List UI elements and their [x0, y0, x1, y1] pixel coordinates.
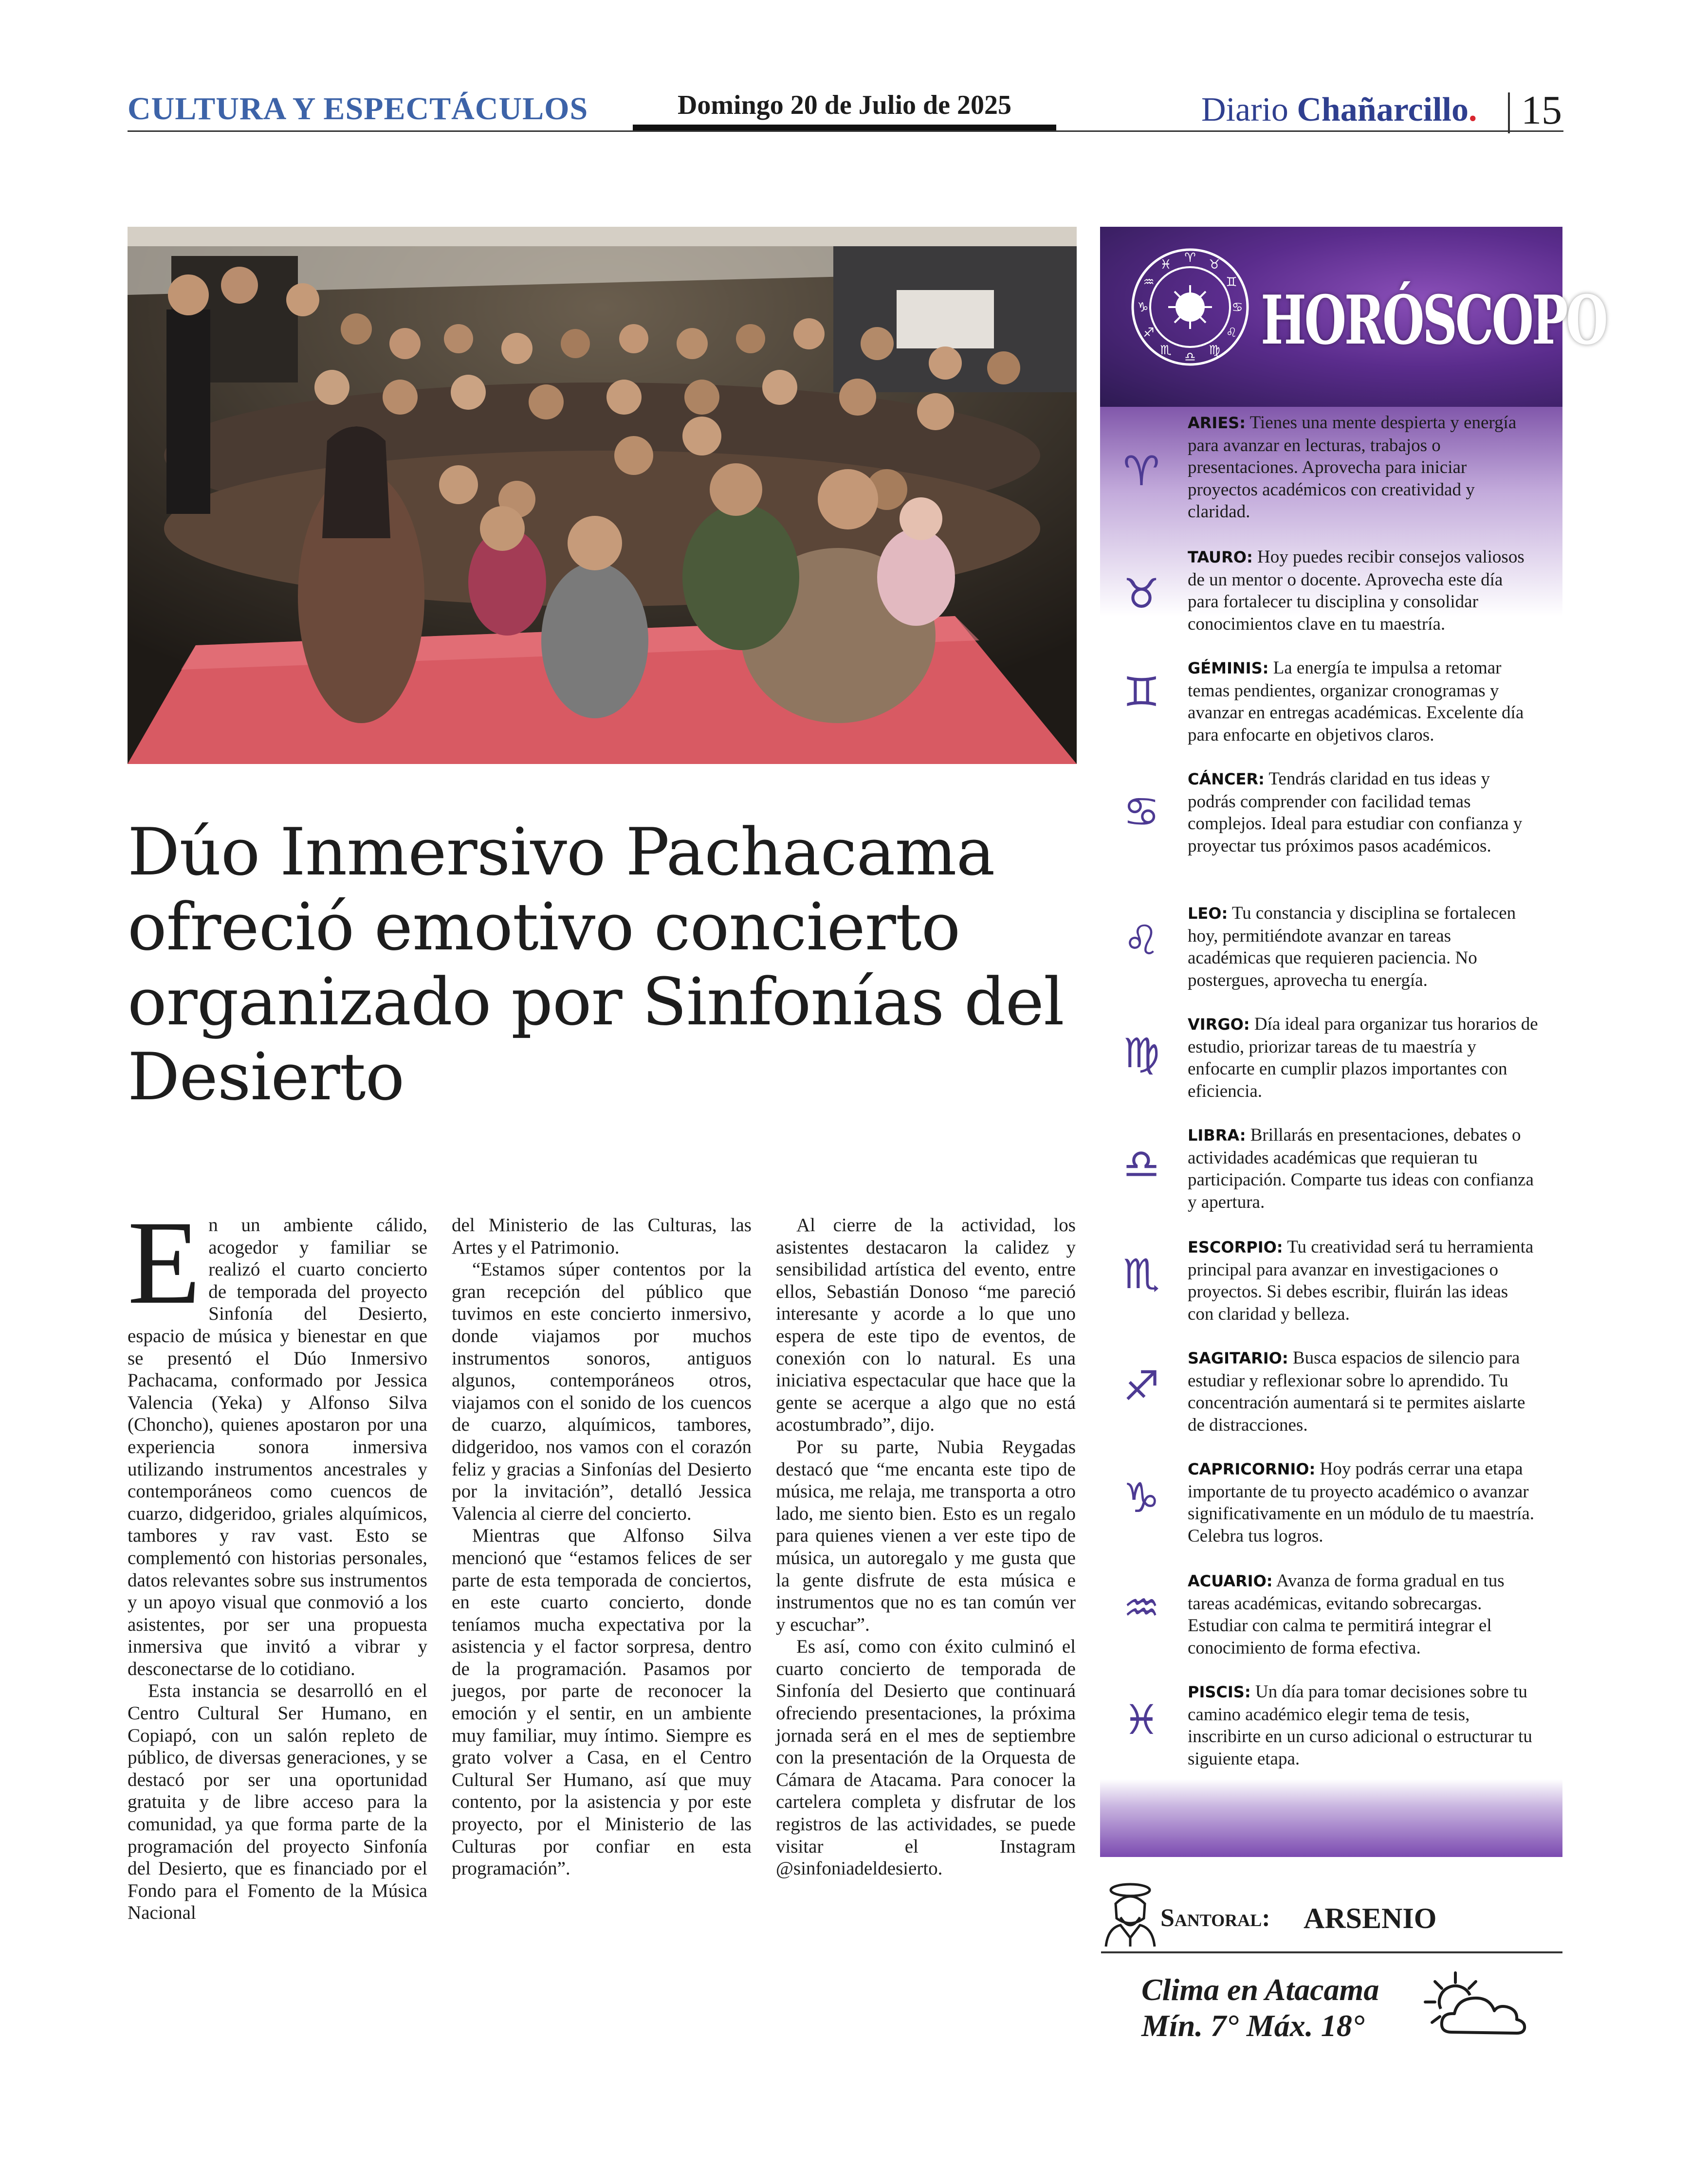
sign-name: ARIES:: [1188, 414, 1246, 432]
article-column-1: [128, 1197, 427, 1924]
article-paragraph: del Ministerio de las Culturas, las Artes y el Patrimonio.: [452, 1215, 752, 1258]
horoscope-title: HORÓSCOPO: [1261, 280, 1606, 360]
santoral-rule: [1101, 1951, 1562, 1953]
drop-cap: E: [128, 1197, 201, 1329]
sign-name: LIBRA:: [1188, 1126, 1246, 1145]
article-headline: Dúo Inmersivo Pachacama ofreció emotivo concierto organizado por Sinfonías del Desierto: [128, 814, 1064, 1115]
svg-text:♍: ♍: [1209, 343, 1220, 358]
header-rule: [128, 130, 1563, 132]
sign-forecast: Busca espacios de silencio para estudiar y reflexionar sobre lo aprendido. Tu concentración aumentará si te permites aislarte de distracciones.: [1188, 1348, 1525, 1435]
article-paragraph: Mientras que Alfonso Silva mencionó que “estamos felices de ser parte de esta temporada de conciertos, en este cuarto concierto, donde teníamos mucha expectativa por la asistencia y el factor sorpresa, dentro de la programación. Pasamos por juegos, por parte de reconocer la emoción y el sentir, en un ambiente muy familiar, muy íntimo. Siempre es grato volver a Casa, en el Centro Cultural Ser Humano, así que muy contento, por la asistencia y por este proyecto, por el Ministerio de las Culturas por confiar en esta programación”.: [452, 1525, 752, 1879]
sign-entry: [1188, 1124, 1538, 1213]
capricorn-icon: ♑: [1123, 1474, 1160, 1522]
sign-name: TAURO:: [1188, 548, 1253, 566]
article-column-3: [776, 1214, 1076, 1880]
santoral-label: Santoral:: [1160, 1904, 1270, 1932]
page-number: 15: [1521, 88, 1562, 133]
svg-text:♒: ♒: [1143, 275, 1155, 290]
newspaper-brand: Chañarcillo: [1297, 91, 1469, 128]
article-paragraph: Por su parte, Nubia Reygadas destacó que “me encanta este tipo de música, me relaja, me transporta a otro lado, me siento bien. Esto es un regalo para quienes vienen a ver este tipo de música, un autoregalo y me gusta que la gente disfrute de esta música e instrumentos que no es tan común ver y escuchar”.: [776, 1436, 1076, 1635]
weather-title: Clima en Atacama: [1141, 1972, 1379, 2007]
sign-forecast: Día ideal para organizar tus horarios de estudio, priorizar tareas de tu maestría y enfocarte en cumplir plazos importantes con eficiencia.: [1188, 1014, 1538, 1101]
leo-icon: ♌: [1123, 916, 1160, 964]
sign-entry: [1188, 902, 1538, 991]
svg-text:♐: ♐: [1143, 326, 1155, 340]
zodiac-wheel-icon: [1129, 246, 1251, 368]
sign-entry: [1188, 412, 1538, 523]
svg-text:♏: ♏: [1160, 343, 1172, 358]
taurus-icon: ♉: [1123, 570, 1160, 618]
sign-forecast: Tendrás claridad en tus ideas y podrás comprender con facilidad temas complejos. Ideal para estudiar con confianza y proyectar tus próximos pasos académicos.: [1188, 769, 1523, 856]
sign-entry: [1188, 1681, 1538, 1770]
sign-forecast: Avanza de forma gradual en tus tareas académicas, evitando sobrecargas. Estudiar con calma te permitirá integrar el conocimiento de forma efectiva.: [1188, 1571, 1505, 1658]
sign-forecast: Brillarás en presentaciones, debates o actividades académicas que requieran tu participación. Comparte tus ideas con confianza y apertura.: [1188, 1125, 1534, 1212]
newspaper-prefix: Diario: [1201, 91, 1288, 128]
cancer-icon: ♋: [1123, 788, 1160, 836]
horoscope-footer-band: [1100, 1779, 1562, 1857]
sign-entry: [1188, 1013, 1538, 1102]
sign-name: LEO:: [1188, 904, 1228, 923]
aquarius-icon: ♒: [1123, 1584, 1160, 1632]
newspaper-dot: .: [1468, 91, 1477, 128]
weather-temperatures: Mín. 7° Máx. 18°: [1141, 2008, 1365, 2043]
sign-forecast: Hoy puedes recibir consejos valiosos de un mentor o docente. Aprovecha este día para fortalecer tu disciplina y consolidar conocimientos clave en tu maestría.: [1188, 547, 1525, 634]
saint-icon: [1101, 1879, 1159, 1947]
section-title: CULTURA Y ESPECTÁCULOS: [128, 91, 588, 127]
gemini-icon: ♊: [1123, 668, 1160, 716]
article-paragraph: Al cierre de la actividad, los asistentes destacaron la calidez y sensibilidad artística del evento, entre ellos, Sebastián Donoso “me pareció interesante y acorde a lo que uno espera de este tipo de eventos, de conexión con lo natural. Es una iniciativa espectacular que hace que la gente se acerque a algo que no está acostumbrado”, dijo.: [776, 1215, 1076, 1436]
svg-text:♌: ♌: [1226, 326, 1237, 340]
article-paragraph: “Estamos súper contentos por la gran recepción del público que tuvimos en este concierto inmersivo, donde viajamos por muchos instrumentos sonoros, antiguos algunos, contemporáneos otros, viajamos con el sonido de los cuencos de cuarzo, alquímicos, tambores, didgeridoo, nos vamos con el corazón feliz y gracias a Sinfonías del Desierto por la invitación”, detalló Jessica Valencia al cierre del concierto.: [452, 1259, 752, 1524]
sign-entry: [1188, 1236, 1538, 1325]
sign-entry: [1188, 1458, 1538, 1547]
audience-photo-illustration: [128, 227, 1077, 764]
sign-forecast: Hoy podrás cerrar una etapa importante de tu proyecto académico o avanzar significativamente en un módulo de tu maestría. Celebra tus logros.: [1188, 1459, 1535, 1546]
sign-name: PISCIS:: [1188, 1683, 1251, 1701]
article-paragraph: Es así, como con éxito culminó el cuarto concierto de temporada de Sinfonía del Desierto que continuará ofreciendo presentaciones, la próxima jornada será en el mes de septiembre con la presentación de la Orquesta de Cámara de Atacama. Para conocer la cartelera completa y disfrutar de los registros de las actividades, se puede visitar el Instagram @sinfoniadeldesierto.: [776, 1636, 1076, 1879]
svg-text:♎: ♎: [1184, 350, 1196, 364]
sign-entry: [1188, 546, 1538, 635]
sign-name: SAGITARIO:: [1188, 1349, 1288, 1367]
svg-text:♓: ♓: [1160, 257, 1172, 272]
svg-text:♊: ♊: [1226, 275, 1237, 290]
sign-entry: [1188, 768, 1538, 857]
concert-photo: [128, 227, 1077, 764]
article-paragraph: n un ambiente cálido, acogedor y familiar se realizó el cuarto concierto de temporada del proyecto Sinfonía del Desierto, espacio de música y bienestar en que se presentó el Dúo Inmersivo Pachacama, conformado por Jessica Valencia (Yeka) y Alfonso Silva (Choncho), quienes apostaron por una experiencia sonora inmersiva utilizando instrumentos ancestrales y contemporáneos como cuencos de cuarzo, didgeridoo, griales alquímicos, tambores y rav vast. Esto se complementó con historias personales, datos relevantes sobre sus instrumentos y un apoyo visual que conmovió a los asistentes, por ser una propuesta inmersiva que invitó a vibrar y desconectarse de lo cotidiano.: [128, 1215, 427, 1679]
scorpio-icon: ♏: [1123, 1250, 1160, 1298]
sign-entry: [1188, 657, 1538, 746]
sign-forecast: Tu creatividad será tu herramienta principal para avanzar en investigaciones o proyectos. Si debes escribir, fluirán las ideas con claridad y belleza.: [1188, 1237, 1534, 1324]
sign-name: CÁNCER:: [1188, 770, 1265, 788]
sign-name: VIRGO:: [1188, 1015, 1250, 1034]
svg-text:♑: ♑: [1137, 300, 1149, 315]
sign-entry: [1188, 1347, 1538, 1436]
newspaper-name: [1201, 91, 1477, 129]
svg-text:♈: ♈: [1184, 251, 1196, 265]
libra-icon: ♎: [1123, 1140, 1160, 1188]
sagittarius-icon: ♐: [1123, 1362, 1160, 1410]
sign-forecast: La energía te impulsa a retomar temas pendientes, organizar cronogramas y avanzar en entregas académicas. Excelente día para enfocarte en objetivos claros.: [1188, 658, 1524, 745]
sign-forecast: Un día para tomar decisiones sobre tu camino académico elegir tema de tesis, inscribirte en un curso adicional o estructurar tu siguiente etapa.: [1188, 1682, 1532, 1769]
sign-name: GÉMINIS:: [1188, 659, 1269, 677]
santoral-name: ARSENIO: [1304, 1902, 1437, 1934]
sign-forecast: Tienes una mente despierta y energía para avanzar en lecturas, trabajos o presentaciones. Aprovecha para iniciar proyectos académicos con creatividad y claridad.: [1188, 413, 1517, 522]
horoscope-panel: [1100, 227, 1606, 1857]
sign-name: ACUARIO:: [1188, 1572, 1273, 1590]
article-paragraph: Esta instancia se desarrolló en el Centro Cultural Ser Humano, en Copiapó, con un salón repleto de público, de diversas generaciones, y se destacó por ser una oportunidad gratuita y de libre acceso para la comunidad, ya que forma parte de la programación del proyecto Sinfonía del Desierto, que es financiado por el Fondo para el Fomento de la Música Nacional: [128, 1680, 427, 1924]
issue-date: Domingo 20 de Julio de 2025: [677, 90, 1012, 120]
virgo-icon: ♍: [1123, 1029, 1160, 1077]
sign-entry: [1188, 1570, 1538, 1659]
pisces-icon: ♓: [1123, 1696, 1160, 1744]
svg-text:♉: ♉: [1209, 257, 1220, 272]
sign-name: CAPRICORNIO:: [1188, 1460, 1316, 1478]
partly-cloudy-icon: [1421, 1969, 1533, 2042]
aries-icon: ♈: [1123, 447, 1160, 495]
sign-name: ESCORPIO:: [1188, 1238, 1283, 1256]
article-column-2: [452, 1214, 752, 1880]
sign-forecast: Tu constancia y disciplina se fortalecen hoy, permitiéndote avanzar en tareas académicas que requieren paciencia. No postergues, aprovecha tu energía.: [1188, 903, 1516, 990]
page-number-divider: [1508, 92, 1510, 133]
svg-text:♋: ♋: [1231, 300, 1243, 315]
